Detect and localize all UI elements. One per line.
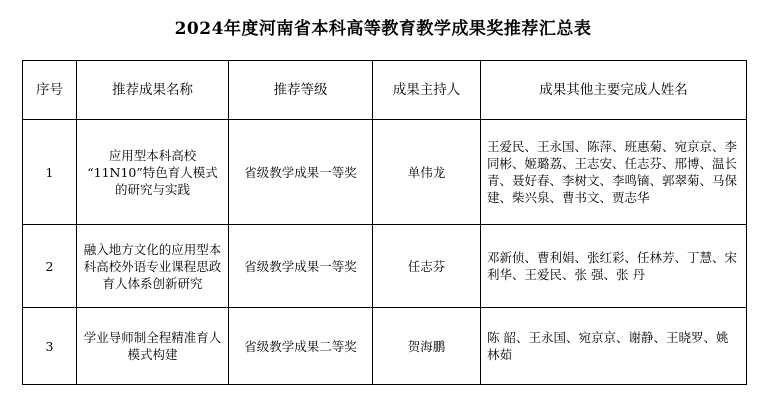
name-line: 学业导师制全程精准育人 (83, 330, 222, 345)
row-members: 陈 韶、王永国、宛京京、谢静、王晓罗、姚林茹 (481, 308, 747, 385)
header-host: 成果主持人 (373, 61, 481, 120)
summary-table (22, 60, 747, 385)
row-achievement-name (77, 120, 229, 225)
row-members: 王爱民、王永国、陈萍、班惠菊、宛京京、李同彬、姬璐荔、王志安、任志芬、邢博、温长青、聂好春、李树文、李鸣镝、郭翠菊、马保建、柴兴泉、曹书文、贾志华 (481, 120, 747, 225)
header-other-members: 成果其他主要完成人姓名 (481, 61, 747, 120)
table-header-row (23, 61, 747, 120)
row-index: 2 (23, 225, 77, 308)
name-line: 育人体系创新研究 (102, 275, 203, 291)
table-row (23, 225, 747, 308)
table-row (23, 308, 747, 385)
page-title: 2024年度河南省本科高等教育教学成果奖推荐汇总表 (174, 19, 592, 39)
row-index: 3 (23, 308, 77, 385)
header-index: 序号 (23, 61, 77, 120)
name-line: 应用型本科高校 (108, 147, 197, 163)
row-level: 省级教学成果一等奖 (229, 225, 373, 308)
name-line: 模式构建 (127, 347, 178, 362)
row-index: 1 (23, 120, 77, 225)
name-line: 的研究与实践 (114, 181, 190, 197)
row-achievement-name (77, 225, 229, 308)
row-achievement-name (77, 308, 229, 385)
row-level: 省级教学成果二等奖 (229, 308, 373, 385)
row-level: 省级教学成果一等奖 (229, 120, 373, 225)
name-line: “11N10”特色育人模式 (87, 164, 218, 180)
name-line: 科高校外语专业课程思政 (83, 258, 222, 274)
row-host: 任志芬 (373, 225, 481, 308)
row-host: 贺海鹏 (373, 308, 481, 385)
table-row (23, 120, 747, 225)
row-host: 单伟龙 (373, 120, 481, 225)
header-achievement-name: 推荐成果名称 (77, 61, 229, 120)
name-line: 融入地方文化的应用型本 (83, 241, 222, 257)
header-recommend-level: 推荐等级 (229, 61, 373, 120)
row-members: 邓新侦、曹利娟、张红彩、任林芳、丁慧、宋利华、王爱民、张 强、张 丹 (481, 225, 747, 308)
